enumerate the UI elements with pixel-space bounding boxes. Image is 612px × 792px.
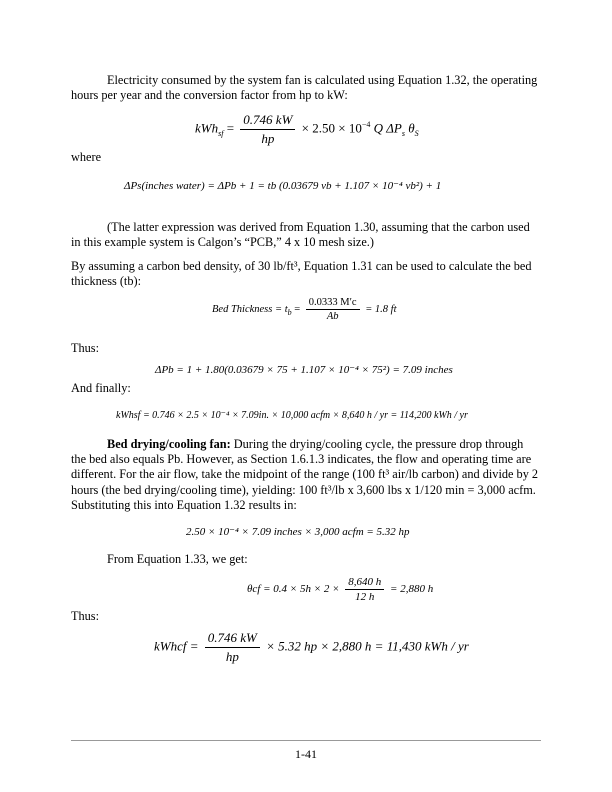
equation-8-fraction: $\frac{0.746 kW}{hp}$	[205, 630, 260, 665]
footer-divider	[71, 740, 541, 741]
equation-1-fraction: $\frac{0.746 kW}{hp}$	[240, 112, 295, 147]
page-number: 1-41	[295, 747, 317, 761]
equation-2: ΔPs(inches water) = ΔPb + 1 = tb (0.03679 vb + 1.107 × 10⁻⁴ vb²) + 1	[124, 180, 442, 192]
thus-label-1: Thus:	[71, 341, 100, 355]
paragraph-drying-cooling-fan: Bed drying/cooling fan: During the drying/cooling cycle, the pressure drop through the bed also equals Pb. However, as Section 1.6.1.3 indicates, the flow and operating time are different. For the air flow, take the midpoint of the range (100 ft³ air/lb carbon) and divide by 2 hours (the bed drying/cooling time), yielding: 100 ft³/lb x 3,600 lbs x 1/120 min = 3,000 acfm. Substituting this into Equation 1.32 results in:	[71, 437, 539, 512]
thus-label-2: Thus:	[71, 609, 100, 623]
equation-5: kWhsf = 0.746 × 2.5 × 10⁻⁴ × 7.09in. × 10,000 acfm × 8,640 h / yr = 114,200 kWh / yr	[116, 410, 468, 421]
equation-1: kWh$_{sf}$ = $\frac{0.746 kW}{hp}$ × $2.50 \times 10^{-4}$ Q $\Delta P_s$ $\theta_S$	[195, 112, 419, 146]
where-label: where	[71, 150, 102, 164]
equation-3-fraction: $\frac{0.0333 M'c}{Ab}$	[306, 297, 360, 322]
paragraph-carbon-note: (The latter expression was derived from Equation 1.30, assuming that the carbon used in this example system is Calgon’s “PCB,” 4 x 10 mesh size.)	[71, 220, 530, 250]
paragraph-bed-density: By assuming a carbon bed density, of 30 lb/ft³, Equation 1.31 can be used to calculate the bed thickness (tb):	[71, 259, 532, 289]
equation-7-fraction: $\frac{8,640 h}{12 h}$	[345, 576, 384, 603]
paragraph-fan-electricity: Electricity consumed by the system fan is calculated using Equation 1.32, the operating hours per year and the conversion factor from hp to kW:	[71, 73, 538, 103]
equation-8: kWhcf = $\frac{0.746 kW}{hp}$ × 5.32 hp × 2,880 h = 11,430 kWh / yr	[154, 630, 469, 664]
and-finally-label: And finally:	[71, 381, 131, 395]
equation-3: Bed Thickness = $t_b$ = $\frac{0.0333 M'c}{Ab}$ = 1.8 ft	[212, 297, 397, 322]
equation-6: 2.50 × 10⁻⁴ × 7.09 inches × 3,000 acfm = 5.32 hp	[186, 526, 410, 538]
paragraph-equation-133: From Equation 1.33, we get:	[107, 552, 248, 566]
equation-7: θcf = 0.4 × 5h × 2 × $\frac{8,640 h}{12 h}$ = 2,880 h	[247, 576, 434, 603]
equation-4: ΔPb = 1 + 1.80(0.03679 × 75 + 1.107 × 10⁻⁴ × 75²) = 7.09 inches	[155, 364, 453, 376]
